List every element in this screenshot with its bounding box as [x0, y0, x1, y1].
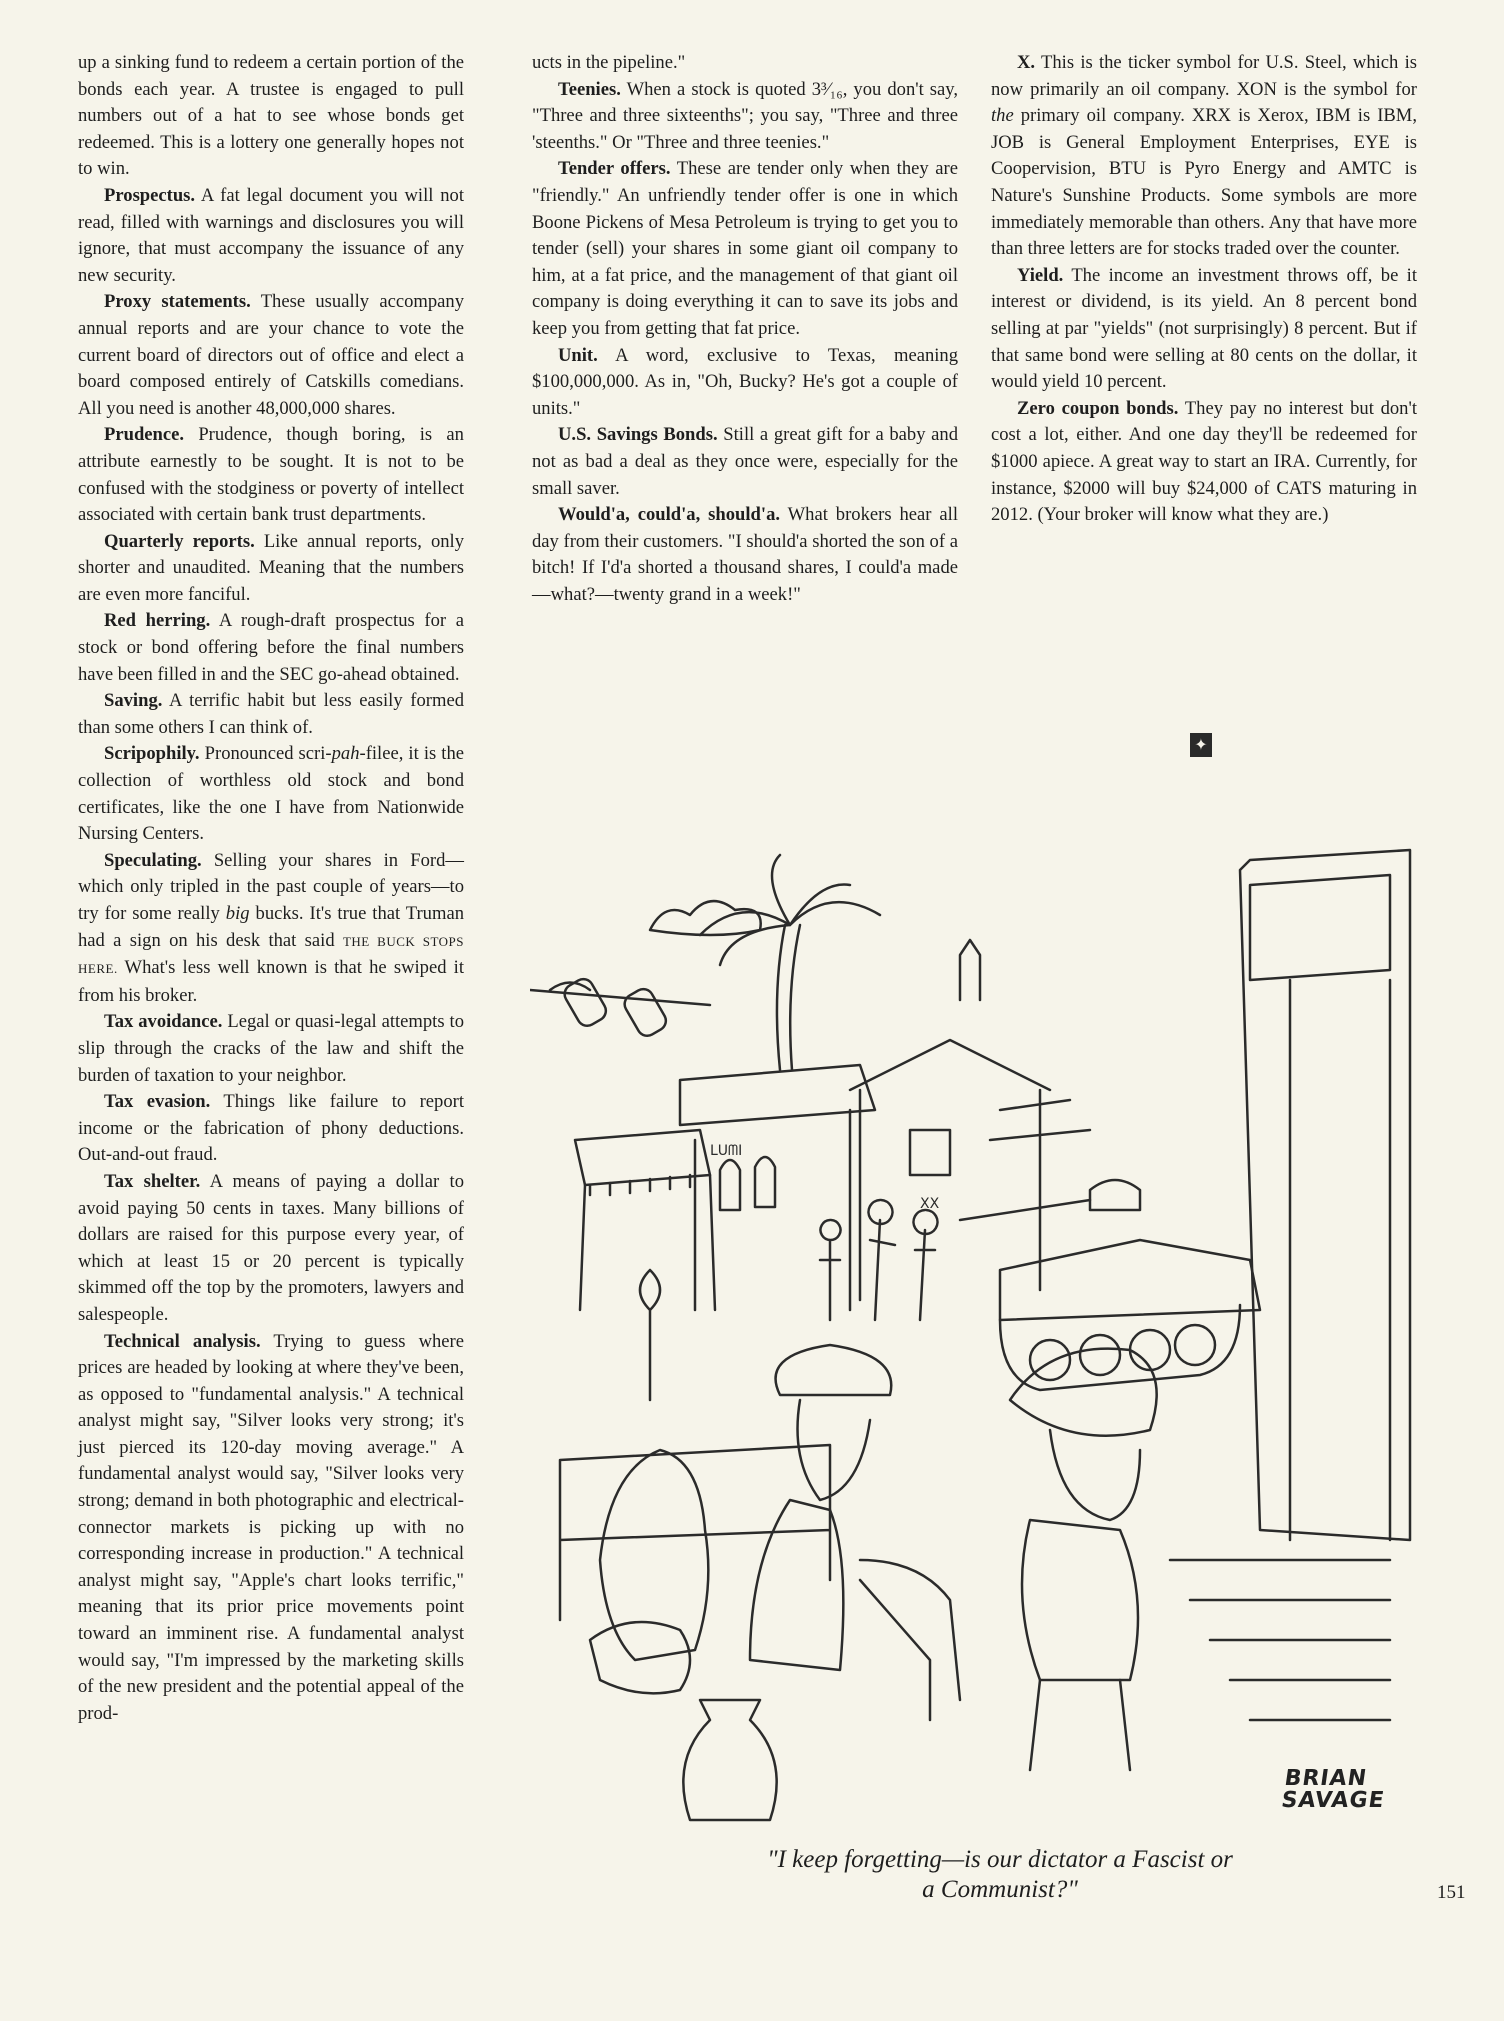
playboy-end-mark-icon: ✦ [1190, 733, 1212, 757]
page-number: 151 [1437, 1882, 1466, 1903]
svg-text:XX: XX [920, 1196, 940, 1212]
column-3 [991, 50, 1417, 529]
term-heading: Zero coupon bonds. [1017, 397, 1179, 419]
column-2 [532, 50, 958, 608]
term-heading: Teenies. [558, 78, 621, 100]
entry-teenies: Teenies. When a stock is quoted 3³⁄₁₆, you don't say, "Three and three sixteenths"; you say, "Three and three 'steenths." Or "Three and three teenies." [532, 78, 959, 153]
term-heading: Unit. [558, 344, 598, 366]
entry-red-herring: Red herring. A rough-draft prospectus for a stock or bond offering before the final numbers have been filled in and the SEC go-ahead obtained. [78, 610, 464, 685]
entry-tax-shelter: Tax shelter. A means of paying a dollar to avoid paying 50 cents in taxes. Many billions of dollars are raised for this purpose every year, of which at least 15 or 20 percent is typically skimmed off the top by the promoters, lawyers and salespeople. [78, 1170, 465, 1325]
entry-tender-offers: Tender offers. These are tender only when they are "friendly." An unfriendly tender offer is one in which Boone Pickens of Mesa Petroleum is trying to get you to tender (sell) your shares in some giant oil company to him, at a fat price, and the management of that giant oil company is doing everything it can to save its jobs and keep you from getting that fat price. [532, 158, 959, 339]
term-heading: Would'a, could'a, should'a. [558, 504, 781, 526]
term-heading: Tax shelter. [104, 1170, 201, 1192]
cartoon-caption: "I keep forgetting—is our dictator a Fascist or a Communist?" [767, 1846, 1233, 1903]
entry-speculating: Speculating. Selling your shares in Ford—which only tripled in the past couple of years—to try for some really big bucks. It's true that Truman had a sign on his desk that said THE BUCK STOPS HERE. What's less well known is that he swiped it from his broker. [78, 849, 465, 1006]
artist-signature: BRIAN SAVAGE [1279, 1766, 1387, 1813]
paragraph-continuation: ucts in the pipeline." [532, 52, 686, 73]
term-heading: Tax evasion. [104, 1091, 211, 1113]
term-heading: Speculating. [104, 849, 202, 871]
term-heading: Prospectus. [104, 184, 196, 206]
term-heading: Technical analysis. [104, 1330, 261, 1352]
term-heading: Prudence. [104, 424, 185, 446]
term-heading: Tax avoidance. [104, 1011, 223, 1033]
entry-tax-avoidance: Tax avoidance. Legal or quasi-legal attempts to slip through the cracks of the law and shift the burden of taxation to your neighbor. [78, 1011, 464, 1086]
entry-us-savings-bonds: U.S. Savings Bonds. Still a great gift for a baby and not as bad a deal as they once were, especially for the small saver. [532, 424, 958, 499]
column-1 [78, 50, 464, 1727]
entry-technical-analysis: Technical analysis. Trying to guess where prices are headed by looking at where they've been, as opposed to "fundamental analysis." A technical analyst might say, "Silver looks very strong; it's just pierced its 120-day moving average." A fundamental analyst would say, "Silver looks very strong; demand in both photographic and electrical-connector markets is picking up with no corresponding increase in production." A technical analyst might say, "Apple's chart looks terrific," meaning that its prior price movements point toward an imminent rise. A fundamental analyst would say, "I'm impressed by the marketing skills of the new president and the potential appeal of the prod- [78, 1330, 464, 1724]
term-heading: Yield. [1017, 264, 1064, 286]
entry-saving: Saving. A terrific habit but less easily formed than some others I can think of. [78, 690, 464, 738]
entry-prudence: Prudence. Prudence, though boring, is an attribute earnestly to be sought. It is not to be confused with the stodginess or poverty of intellect associated with certain bank trust departments. [78, 424, 464, 526]
entry-unit: Unit. A word, exclusive to Texas, meaning $100,000,000. As in, "Oh, Bucky? He's got a couple of units." [532, 344, 959, 419]
entry-scripophily: Scripophily. Pronounced scri-pah-filee, it is the collection of worthless old stock and bond certificates, like the one I have from Nationwide Nursing Centers. [78, 743, 465, 845]
svg-text:ᒪᑌᗰI: ᒪᑌᗰI [710, 1143, 743, 1159]
entry-zero-coupon-bonds: Zero coupon bonds. They pay no interest but don't cost a lot, either. And one day they'll be redeemed for $1000 apiece. A great way to start an IRA. Currently, for instance, $2000 will buy $24,000 of CATS maturing in 2012. (Your broker will know what they are.) [991, 397, 1417, 526]
entry-prospectus: Prospectus. A fat legal document you will not read, filled with warnings and disclosures you will ignore, that must accompany the issuance of any new security. [78, 184, 465, 286]
entry-tax-evasion: Tax evasion. Things like failure to report income or the fabrication of phony deductions. Out-and-out fraud. [78, 1091, 464, 1166]
term-heading: Proxy statements. [104, 291, 251, 313]
entry-yield: Yield. The income an investment throws off, be it interest or dividend, is its yield. An 8 percent bond selling at par "yields" (not surprisingly) 8 percent. But if that same bond were selling at 80 cents on the dollar, it would yield 10 percent. [991, 264, 1418, 393]
entry-x: X. This is the ticker symbol for U.S. Steel, which is now primarily an oil company. XON is the symbol for the primary oil company. XRX is Xerox, IBM is IBM, JOB is General Employment Enterprises, EYE is Coopervision, BTU is Pyro Energy and AMTC is Nature's Sunshine Products. Some symbols are more immediately memorable than others. Any that have more than three letters are for stocks traded over the counter. [991, 52, 1417, 260]
entry-proxy-statements: Proxy statements. These usually accompany annual reports and are your chance to vote the current board of directors out of office and elect a board composed entirely of Catskills comedians. All you need is another 48,000,000 shares. [78, 291, 464, 419]
entry-woulda-coulda-shoulda: Would'a, could'a, should'a. What brokers hear all day from their customers. "I should'a shorted the son of a bitch! If I'd'a shorted a thousand shares, I could'a made—what?—twenty grand in a week!" [532, 504, 958, 605]
term-heading: Red herring. [104, 610, 211, 632]
term-heading: X. [1017, 52, 1036, 73]
term-heading: Tender offers. [558, 158, 671, 180]
paragraph-sinking-fund: up a sinking fund to redeem a certain portion of the bonds each year. A trustee is engaged to pull numbers out of a hat to see whose bonds get redeemed. This is a lottery one generally hopes not to win. [78, 52, 464, 180]
term-heading: Saving. [104, 690, 163, 712]
cartoon-illustration [530, 840, 1420, 1840]
term-heading: U.S. Savings Bonds. [558, 424, 718, 446]
term-heading: Quarterly reports. [104, 530, 255, 552]
term-heading: Scripophily. [104, 743, 200, 765]
entry-quarterly-reports: Quarterly reports. Like annual reports, only shorter and unaudited. Meaning that the numbers are even more fanciful. [78, 530, 464, 605]
